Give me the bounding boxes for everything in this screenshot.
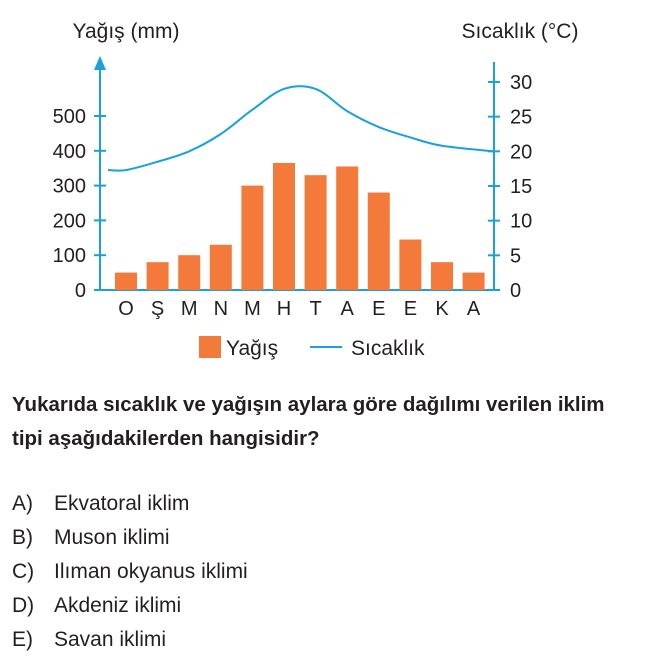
- x-axis-tick-label: M: [244, 298, 261, 320]
- right-axis-tick-label: 30: [510, 72, 533, 94]
- answer-options: [12, 487, 248, 657]
- left-axis-title: Yağış (mm): [72, 20, 180, 43]
- legend-swatch-precipitation: [199, 336, 221, 358]
- precipitation-bars: [115, 163, 485, 290]
- right-axis-tick-label: 5: [510, 245, 522, 268]
- option-letter: E): [12, 628, 33, 651]
- precipitation-bar: [336, 166, 358, 290]
- left-axis-tick-label: 200: [52, 210, 86, 233]
- x-axis-tick-label: O: [118, 298, 134, 320]
- right-axis-tick-label: 15: [510, 176, 533, 198]
- precipitation-bar: [147, 262, 169, 290]
- right-axis-tick-label: 0: [510, 280, 522, 302]
- precipitation-bar: [368, 193, 390, 290]
- x-axis-tick-label: N: [213, 298, 229, 320]
- left-axis-tick-label: 100: [52, 245, 86, 268]
- left-axis-tick-label: 300: [52, 175, 86, 198]
- x-axis-tick-label: E: [372, 298, 386, 320]
- left-axis-tick-label: 500: [52, 106, 86, 128]
- x-axis-tick-label: A: [466, 298, 481, 320]
- option-b[interactable]: [12, 521, 248, 555]
- right-axis-tick-label: 25: [510, 106, 533, 129]
- chart-axes: [94, 56, 500, 290]
- precipitation-bar: [399, 240, 421, 290]
- precipitation-bar: [210, 245, 232, 290]
- option-text: Ekvatoral iklim: [54, 492, 190, 515]
- option-d[interactable]: [12, 589, 248, 623]
- question-text: Yukarıda sıcaklık ve yağışın aylara göre dağılımı verilen iklim tipi aşağıdakilerden hangisidir?: [12, 393, 605, 450]
- x-axis-tick-label: Ş: [150, 298, 165, 320]
- option-text: Ilıman okyanus iklimi: [54, 560, 248, 583]
- option-text: Savan iklimi: [54, 628, 167, 651]
- temperature-line: [108, 86, 494, 170]
- left-axis-tick-label: 0: [74, 280, 86, 302]
- x-axis-tick-label: A: [340, 298, 354, 320]
- option-a[interactable]: [12, 487, 248, 521]
- chart-legend: [199, 336, 425, 360]
- precipitation-bar: [241, 186, 263, 290]
- precipitation-bar: [115, 273, 137, 290]
- left-axis-arrow: [94, 56, 106, 70]
- precipitation-bar: [178, 255, 200, 290]
- option-e[interactable]: [12, 623, 248, 657]
- x-axis-tick-label: E: [403, 298, 418, 320]
- precipitation-bar: [305, 175, 327, 290]
- option-letter: D): [12, 594, 35, 617]
- right-axis-tick-label: 20: [510, 141, 533, 164]
- option-letter: C): [12, 560, 35, 583]
- x-axis-tick-label: H: [276, 298, 292, 320]
- precipitation-bar: [273, 163, 295, 290]
- option-letter: B): [12, 526, 33, 549]
- precipitation-bar: [431, 262, 453, 290]
- option-c[interactable]: [12, 555, 248, 589]
- legend-label-temperature: Sıcaklık: [351, 337, 425, 360]
- x-axis-tick-label: K: [435, 298, 449, 320]
- option-letter: A): [12, 492, 33, 515]
- right-axis-title: Sıcaklık (°C): [461, 20, 579, 43]
- legend-label-precipitation: Yağış: [226, 337, 279, 360]
- option-text: Akdeniz iklimi: [54, 594, 182, 617]
- precipitation-bar: [463, 273, 485, 290]
- right-axis-tick-label: 10: [510, 210, 533, 233]
- option-text: Muson iklimi: [54, 526, 170, 549]
- left-axis-tick-label: 400: [52, 140, 86, 163]
- x-axis-tick-label: T: [309, 298, 322, 320]
- x-axis-tick-label: M: [180, 298, 198, 320]
